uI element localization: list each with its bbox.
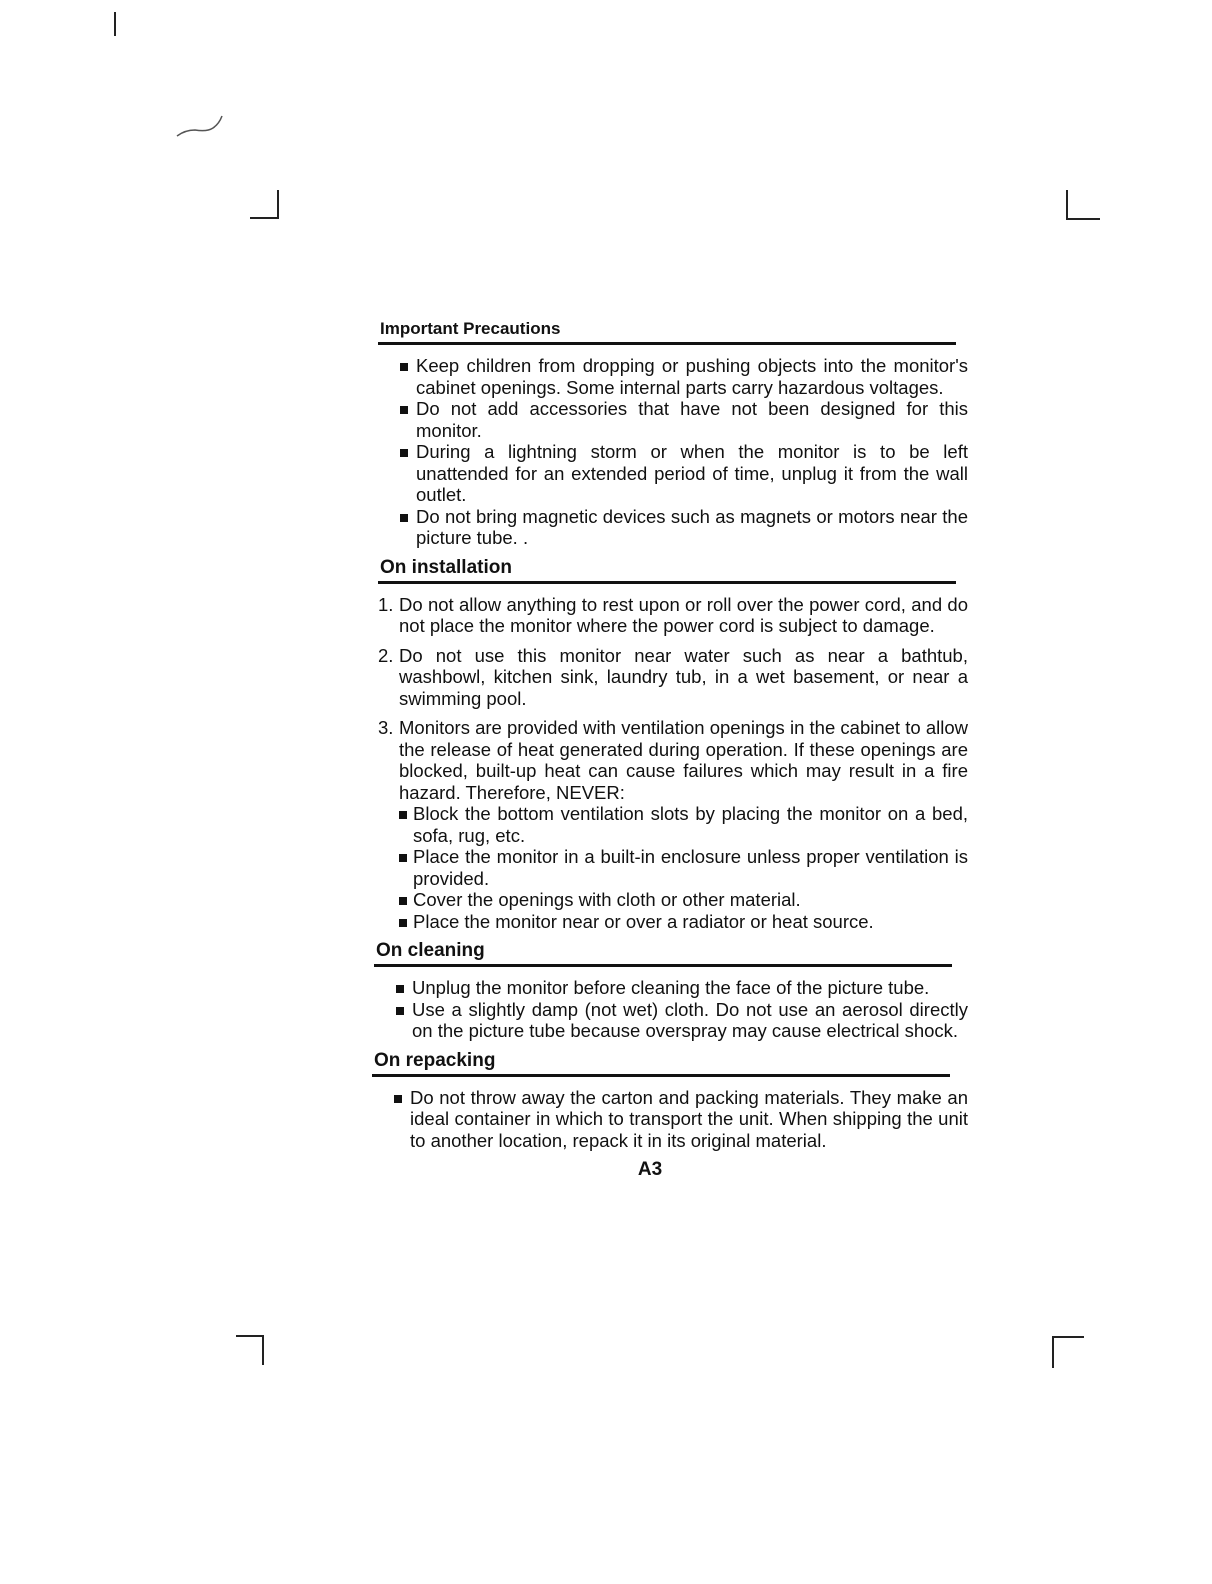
- section-title: On repacking: [374, 1049, 496, 1071]
- item-text: Do not allow anything to rest upon or roll over the power cord, and do not place the monitor where the power cord is subject to damage.: [399, 593, 968, 636]
- list-item: During a lightning storm or when the monitor is to be left unattended for an extended period of time, unplug it from the wall outlet.: [398, 441, 968, 506]
- section-on-repacking: [366, 1050, 968, 1152]
- item-number: 3.: [378, 717, 394, 738]
- crop-mark-bottom-left-vertical: [262, 1335, 264, 1365]
- numbered-list: [378, 594, 968, 933]
- sub-list-item: Place the monitor near or over a radiator or heat source.: [399, 911, 968, 933]
- crop-mark-top-left: [250, 217, 278, 219]
- section-title: On installation: [380, 556, 512, 578]
- section-important-precautions: [372, 318, 968, 549]
- scan-squiggle: [175, 112, 225, 142]
- section-on-cleaning: [368, 940, 968, 1042]
- section-rule: [378, 342, 956, 345]
- sub-list-item: Place the monitor in a built-in enclosure unless proper ventilation is provided.: [399, 846, 968, 889]
- document-body: [372, 318, 968, 1181]
- sub-list-item: Block the bottom ventilation slots by placing the monitor on a bed, sofa, rug, etc.: [399, 803, 968, 846]
- list-item: [378, 717, 968, 932]
- sub-bullet-list: [399, 803, 968, 932]
- item-number: 1.: [378, 593, 394, 615]
- bullet-list: [398, 355, 968, 549]
- crop-mark-top-right: [1068, 218, 1100, 220]
- crop-mark-bottom-right-vertical: [1052, 1336, 1054, 1368]
- crop-mark-bottom-left: [236, 1335, 264, 1337]
- list-item: Use a slightly damp (not wet) cloth. Do not use an aerosol directly on the picture tube because overspray may cause electrical shock.: [394, 999, 968, 1042]
- section-rule: [378, 581, 956, 584]
- bullet-list: [394, 977, 968, 1042]
- crop-mark-bottom-right: [1052, 1336, 1084, 1338]
- section-rule: [374, 964, 952, 967]
- page-number: A3: [637, 1159, 663, 1180]
- bullet-list: [392, 1087, 968, 1152]
- item-number: 2.: [378, 644, 394, 666]
- crop-mark-top-left-vertical: [277, 190, 279, 219]
- list-item: Keep children from dropping or pushing objects into the monitor's cabinet openings. Some internal parts carry hazardous voltages.: [398, 355, 968, 398]
- list-item: Unplug the monitor before cleaning the face of the picture tube.: [394, 977, 968, 999]
- sub-list-item: Cover the openings with cloth or other material.: [399, 889, 968, 911]
- list-item: [378, 594, 968, 637]
- scan-tick: [114, 12, 116, 36]
- section-title: Important Precautions: [380, 319, 561, 338]
- item-text: Do not use this monitor near water such as near a bathtub, washbowl, kitchen sink, laundry tub, in a wet basement, or near a swimming pool.: [399, 644, 968, 709]
- section-rule: [372, 1074, 950, 1077]
- list-item: [378, 645, 968, 710]
- crop-mark-top-right-vertical: [1066, 190, 1068, 220]
- list-item: Do not add accessories that have not been designed for this monitor.: [398, 398, 968, 441]
- section-on-installation: [372, 557, 968, 933]
- list-item: Do not throw away the carton and packing materials. They make an ideal container in which to transport the unit. When shipping the unit to another location, repack it in its original material.: [392, 1087, 968, 1152]
- item-text: Monitors are provided with ventilation openings in the cabinet to allow the release of heat generated during operation. If these openings are blocked, built-up heat can cause failures which may result in a fire hazard. Therefore, NEVER:: [399, 717, 968, 803]
- list-item: Do not bring magnetic devices such as magnets or motors near the picture tube. .: [398, 506, 968, 549]
- section-title: On cleaning: [376, 940, 485, 961]
